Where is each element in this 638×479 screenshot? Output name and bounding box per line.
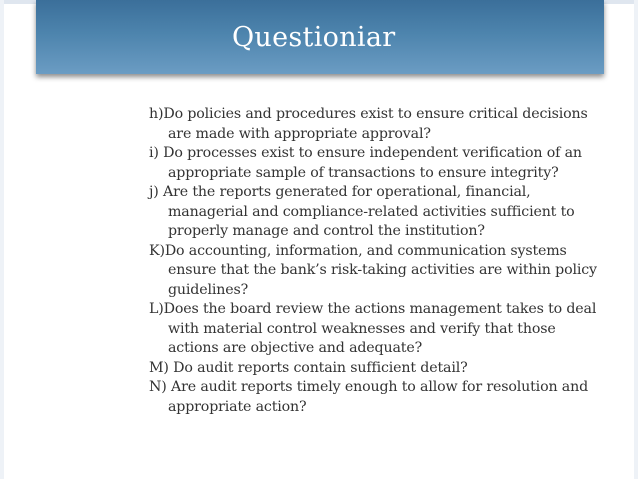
question-item-k: K)Do accounting, information, and communication systems ensure that the bank’s risk-taking activities are within policy guidelines? (149, 242, 597, 298)
question-list (149, 105, 604, 417)
question-item-i: i) Do processes exist to ensure independent verification of an appropriate sample of transactions to ensure integrity? (149, 145, 582, 181)
slide-left-border (0, 0, 4, 479)
question-item-m: M) Do audit reports contain sufficient detail? (149, 359, 468, 376)
question-item-n: N) Are audit reports timely enough to allow for resolution and appropriate action? (149, 379, 589, 415)
question-item-j: j) Are the reports generated for operational, financial, managerial and compliance-related activities sufficient to properly manage and control the institution? (149, 184, 575, 239)
question-item-l: L)Does the board review the actions management takes to deal with material control weaknesses and verify that those actions are objective and adequate? (149, 301, 597, 356)
title-bar (36, 0, 604, 74)
slide-right-border (634, 0, 638, 479)
slide-title: Questioniar (232, 22, 396, 53)
question-item-h: h)Do policies and procedures exist to ensure critical decisions are made with appropriate approval? (149, 106, 588, 142)
